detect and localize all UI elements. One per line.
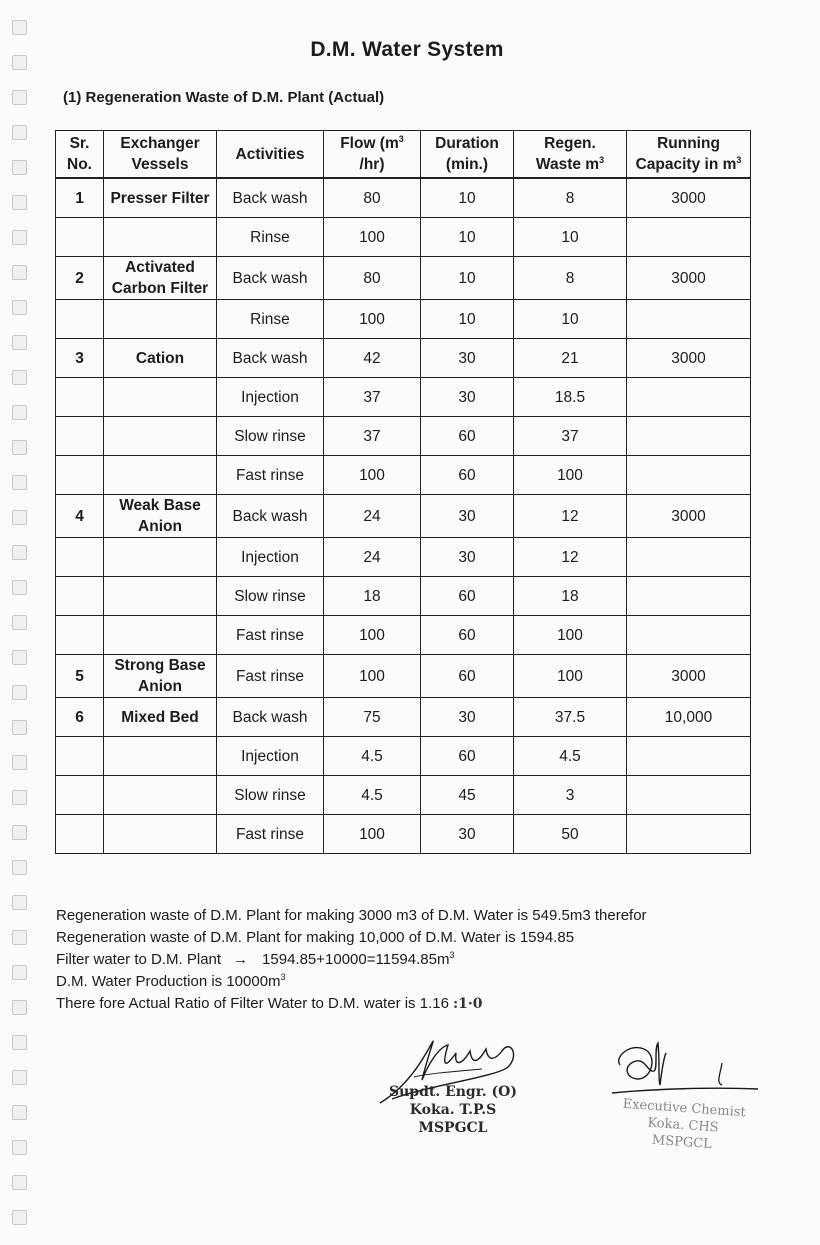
- cell-capacity: [627, 538, 751, 577]
- cell-activity: Fast rinse: [217, 616, 324, 655]
- cell-waste: 100: [514, 456, 627, 495]
- header-sr-no: Sr. No.: [56, 131, 104, 179]
- note-line-5: There fore Actual Ratio of Filter Water to D.M. water is 1.16 :1·0: [56, 995, 483, 1012]
- cell-activity: Slow rinse: [217, 577, 324, 616]
- cell-waste: 50: [514, 815, 627, 854]
- binder-hole: [12, 90, 27, 105]
- cell-capacity: [627, 300, 751, 339]
- cell-waste: 4.5: [514, 737, 627, 776]
- table-row: [56, 339, 751, 378]
- cell-flow: 42: [324, 339, 421, 378]
- binder-hole: [12, 1140, 27, 1155]
- cell-sr-no: 5: [56, 655, 104, 698]
- cell-waste: 21: [514, 339, 627, 378]
- cell-sr-no: [56, 616, 104, 655]
- cell-duration: 30: [421, 378, 514, 417]
- cell-sr-no: [56, 300, 104, 339]
- cell-activity: Slow rinse: [217, 417, 324, 456]
- cell-flow: 100: [324, 815, 421, 854]
- cell-capacity: 3000: [627, 257, 751, 300]
- cell-vessel: [104, 378, 217, 417]
- cell-duration: 30: [421, 495, 514, 538]
- cell-capacity: [627, 616, 751, 655]
- binder-hole: [12, 1070, 27, 1085]
- cell-activity: Injection: [217, 737, 324, 776]
- cell-sr-no: [56, 815, 104, 854]
- cell-sr-no: [56, 456, 104, 495]
- table-row: [56, 776, 751, 815]
- cell-flow: 18: [324, 577, 421, 616]
- binder-hole: [12, 895, 27, 910]
- cell-duration: 30: [421, 538, 514, 577]
- cell-vessel: Strong Base Anion: [104, 655, 217, 698]
- binder-hole: [12, 1105, 27, 1120]
- cell-flow: 100: [324, 218, 421, 257]
- cell-waste: 37: [514, 417, 627, 456]
- table-row: [56, 378, 751, 417]
- cell-vessel: [104, 538, 217, 577]
- binder-hole: [12, 440, 27, 455]
- binder-hole: [12, 615, 27, 630]
- cell-activity: Rinse: [217, 300, 324, 339]
- binder-hole: [12, 965, 27, 980]
- cell-flow: 100: [324, 300, 421, 339]
- binder-hole: [12, 790, 27, 805]
- cell-duration: 45: [421, 776, 514, 815]
- cell-duration: 60: [421, 655, 514, 698]
- cell-sr-no: [56, 378, 104, 417]
- cell-activity: Slow rinse: [217, 776, 324, 815]
- cell-capacity: 3000: [627, 178, 751, 218]
- cell-waste: 8: [514, 257, 627, 300]
- binder-hole: [12, 335, 27, 350]
- cell-vessel: Presser Filter: [104, 178, 217, 218]
- cell-duration: 10: [421, 218, 514, 257]
- binder-hole: [12, 405, 27, 420]
- note-line-3: Filter water to D.M. Plant → $1594.85+10000=11594.85m^3$: [56, 949, 647, 971]
- cell-waste: 12: [514, 495, 627, 538]
- cell-waste: 37.5: [514, 698, 627, 737]
- cell-flow: 75: [324, 698, 421, 737]
- binder-hole: [12, 300, 27, 315]
- cell-activity: Rinse: [217, 218, 324, 257]
- cell-flow: 37: [324, 417, 421, 456]
- cell-activity: Fast rinse: [217, 815, 324, 854]
- cell-waste: 10: [514, 300, 627, 339]
- table-row: [56, 417, 751, 456]
- cell-vessel: [104, 456, 217, 495]
- cell-waste: 3: [514, 776, 627, 815]
- table-row: [56, 257, 751, 300]
- stamp-executive-chemist: Executive Chemist Koka. CHS MSPGCL: [622, 1096, 747, 1153]
- cell-duration: 30: [421, 339, 514, 378]
- binder-hole: [12, 1000, 27, 1015]
- header-duration: Duration (min.): [421, 131, 514, 179]
- table-row: [56, 577, 751, 616]
- header-running-capacity: Running Capacity in $m^3$: [627, 131, 751, 179]
- cell-vessel: Cation: [104, 339, 217, 378]
- calculation-notes: [56, 905, 647, 1015]
- table-row: [56, 178, 751, 218]
- cell-activity: Injection: [217, 378, 324, 417]
- note-line-1: Regeneration waste of D.M. Plant for making 3000 m3 of D.M. Water is 549.5m3 therefor: [56, 907, 647, 924]
- binder-hole: [12, 650, 27, 665]
- cell-sr-no: 1: [56, 178, 104, 218]
- cell-duration: 10: [421, 300, 514, 339]
- cell-vessel: [104, 218, 217, 257]
- cell-sr-no: 6: [56, 698, 104, 737]
- cell-capacity: [627, 737, 751, 776]
- binder-hole: [12, 545, 27, 560]
- binder-hole: [12, 685, 27, 700]
- binder-hole: [12, 510, 27, 525]
- binder-holes: [12, 20, 38, 1245]
- cell-vessel: [104, 616, 217, 655]
- binder-hole: [12, 20, 27, 35]
- cell-flow: 80: [324, 178, 421, 218]
- cell-capacity: [627, 378, 751, 417]
- cell-flow: 100: [324, 616, 421, 655]
- cell-waste: 100: [514, 655, 627, 698]
- cell-vessel: Activated Carbon Filter: [104, 257, 217, 300]
- cell-vessel: [104, 577, 217, 616]
- cell-capacity: [627, 218, 751, 257]
- binder-hole: [12, 370, 27, 385]
- cell-duration: 60: [421, 417, 514, 456]
- table-row: [56, 456, 751, 495]
- cell-flow: 24: [324, 495, 421, 538]
- cell-duration: 30: [421, 815, 514, 854]
- cell-waste: 8: [514, 178, 627, 218]
- cell-flow: 4.5: [324, 776, 421, 815]
- cell-vessel: [104, 776, 217, 815]
- cell-activity: Fast rinse: [217, 655, 324, 698]
- cell-sr-no: [56, 538, 104, 577]
- binder-hole: [12, 195, 27, 210]
- cell-activity: Back wash: [217, 178, 324, 218]
- binder-hole: [12, 860, 27, 875]
- cell-waste: 18: [514, 577, 627, 616]
- table-row: [56, 616, 751, 655]
- binder-hole: [12, 580, 27, 595]
- cell-activity: Back wash: [217, 339, 324, 378]
- header-exchanger-vessels: Exchanger Vessels: [104, 131, 217, 179]
- cell-sr-no: [56, 577, 104, 616]
- note-line-4: D.M. Water Production is $10000m^3$: [56, 972, 286, 990]
- cell-capacity: [627, 456, 751, 495]
- binder-hole: [12, 475, 27, 490]
- arrow-right-icon: →: [233, 951, 249, 968]
- binder-hole: [12, 125, 27, 140]
- cell-duration: 60: [421, 737, 514, 776]
- binder-hole: [12, 265, 27, 280]
- cell-duration: 10: [421, 178, 514, 218]
- binder-hole: [12, 230, 27, 245]
- cell-duration: 10: [421, 257, 514, 300]
- cell-sr-no: [56, 737, 104, 776]
- cell-flow: 100: [324, 456, 421, 495]
- page-title: D.M. Water System: [310, 38, 504, 61]
- cell-vessel: Mixed Bed: [104, 698, 217, 737]
- cell-vessel: [104, 815, 217, 854]
- cell-capacity: 3000: [627, 339, 751, 378]
- cell-flow: 37: [324, 378, 421, 417]
- table-row: [56, 218, 751, 257]
- note-line-2: Regeneration waste of D.M. Plant for making 10,000 of D.M. Water is 1594.85: [56, 929, 575, 946]
- binder-hole: [12, 1210, 27, 1225]
- binder-hole: [12, 1035, 27, 1050]
- binder-hole: [12, 825, 27, 840]
- cell-capacity: [627, 815, 751, 854]
- cell-sr-no: [56, 776, 104, 815]
- cell-capacity: [627, 776, 751, 815]
- cell-sr-no: [56, 417, 104, 456]
- section-subtitle: (1) Regeneration Waste of D.M. Plant (Actual): [63, 89, 385, 106]
- cell-duration: 60: [421, 456, 514, 495]
- table-header-row: [56, 131, 751, 179]
- binder-hole: [12, 160, 27, 175]
- cell-activity: Fast rinse: [217, 456, 324, 495]
- header-regen-waste: Regen. Waste $m^3$: [514, 131, 627, 179]
- table-row: [56, 698, 751, 737]
- cell-flow: 80: [324, 257, 421, 300]
- table-row: [56, 538, 751, 577]
- cell-vessel: Weak Base Anion: [104, 495, 217, 538]
- cell-capacity: [627, 577, 751, 616]
- cell-capacity: 3000: [627, 495, 751, 538]
- cell-waste: 10: [514, 218, 627, 257]
- table-row: [56, 815, 751, 854]
- cell-waste: 12: [514, 538, 627, 577]
- header-flow: Flow ($m^3$ /hr): [324, 131, 421, 179]
- cell-capacity: 10,000: [627, 698, 751, 737]
- cell-duration: 30: [421, 698, 514, 737]
- cell-sr-no: 2: [56, 257, 104, 300]
- cell-capacity: 3000: [627, 655, 751, 698]
- cell-capacity: [627, 417, 751, 456]
- cell-activity: Back wash: [217, 495, 324, 538]
- table-row: [56, 737, 751, 776]
- cell-duration: 60: [421, 577, 514, 616]
- stamp-superintending-engineer: Supdt. Engr. (O) Koka. T.P.S MSPGCL: [388, 1084, 517, 1136]
- binder-hole: [12, 1175, 27, 1190]
- binder-hole: [12, 930, 27, 945]
- cell-sr-no: [56, 218, 104, 257]
- cell-flow: 100: [324, 655, 421, 698]
- cell-activity: Back wash: [217, 257, 324, 300]
- cell-activity: Back wash: [217, 698, 324, 737]
- cell-duration: 60: [421, 616, 514, 655]
- binder-hole: [12, 720, 27, 735]
- cell-flow: 24: [324, 538, 421, 577]
- cell-waste: 18.5: [514, 378, 627, 417]
- table-row: [56, 655, 751, 698]
- cell-flow: 4.5: [324, 737, 421, 776]
- cell-sr-no: 3: [56, 339, 104, 378]
- handwritten-ratio: :1·0: [452, 996, 483, 1012]
- binder-hole: [12, 755, 27, 770]
- cell-vessel: [104, 417, 217, 456]
- cell-waste: 100: [514, 616, 627, 655]
- header-activities: Activities: [217, 131, 324, 179]
- table-row: [56, 300, 751, 339]
- cell-vessel: [104, 737, 217, 776]
- cell-activity: Injection: [217, 538, 324, 577]
- regeneration-waste-table: [55, 130, 751, 854]
- cell-vessel: [104, 300, 217, 339]
- cell-sr-no: 4: [56, 495, 104, 538]
- table-row: [56, 495, 751, 538]
